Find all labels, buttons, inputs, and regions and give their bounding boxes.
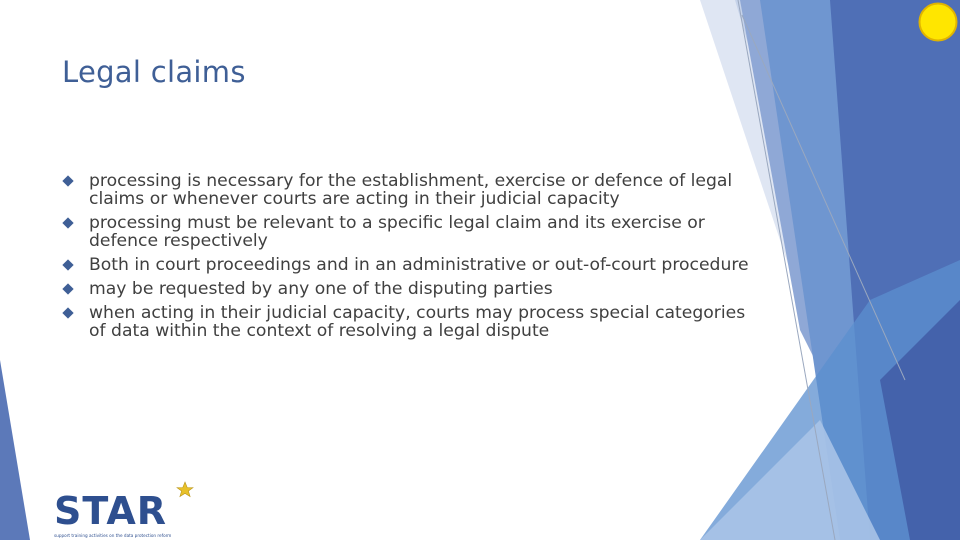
left-edge-triangle bbox=[0, 360, 30, 540]
bullet-text: processing must be relevant to a specific legal claim and its exercise or defence respectively bbox=[89, 213, 705, 251]
diamond-bullet-icon bbox=[62, 283, 73, 294]
star-logo bbox=[52, 478, 202, 540]
logo-tagline: support training activities on the data protection reform bbox=[54, 533, 172, 538]
diamond-bullet-icon bbox=[62, 175, 73, 186]
bullet-text: Both in court proceedings and in an administrative or out-of-court procedure bbox=[89, 255, 749, 275]
bullet-text: processing is necessary for the establishment, exercise or defence of legal claims or whenever courts are acting in their judicial capacity bbox=[89, 171, 733, 209]
diamond-bullet-icon bbox=[62, 259, 73, 270]
sun-icon bbox=[918, 2, 958, 42]
bullet-item bbox=[62, 172, 752, 208]
sun-disc bbox=[920, 4, 957, 41]
logo-star-icon bbox=[177, 482, 193, 497]
bullet-text: when acting in their judicial capacity, courts may process special categories of data within the context of resolving a legal dispute bbox=[89, 303, 746, 341]
bullet-item bbox=[62, 280, 752, 298]
diamond-bullet-icon bbox=[62, 217, 73, 228]
logo-wordmark: STAR bbox=[54, 489, 168, 533]
diamond-bullet-icon bbox=[62, 307, 73, 318]
bullet-list bbox=[62, 172, 752, 346]
bullet-item bbox=[62, 214, 752, 250]
slide-title: Legal claims bbox=[62, 55, 246, 89]
bullet-item bbox=[62, 256, 752, 274]
bullet-text: may be requested by any one of the disputing parties bbox=[89, 279, 553, 299]
bullet-item bbox=[62, 304, 752, 340]
